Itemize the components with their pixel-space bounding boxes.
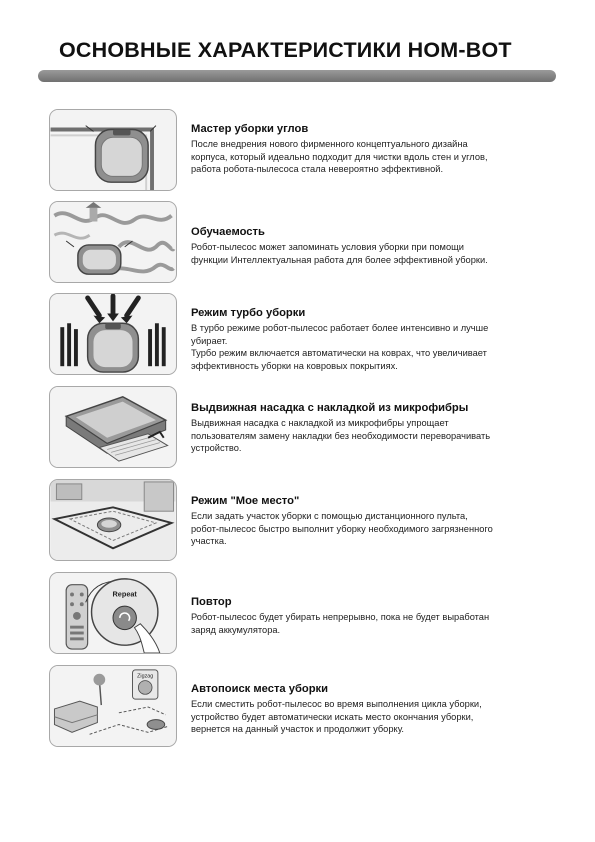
feature-repeat xyxy=(49,572,559,654)
feature-description: В турбо режиме робот-пылесос работает более интенсивно и лучше убирает. Турбо режим включается автоматически на коврах, что увеличивает эффективность уборки на ковровых покрытиях. xyxy=(191,323,489,371)
feature-title: Обучаемость xyxy=(191,226,265,238)
auto-resume-illustration xyxy=(49,665,177,747)
feature-learning xyxy=(49,201,559,283)
feature-description: Если задать участок уборки с помощью дистанционного пульта, робот-пылесос быстро выполнит уборку необходимого загрязненного участка. xyxy=(191,511,493,547)
feature-turbo xyxy=(49,293,559,375)
feature-description: Если сместить робот-пылесос во время выполнения цикла уборки, устройство будет автоматически искать место окончания уборки, вернется на данный участок и продолжит уборку. xyxy=(191,699,482,735)
page-title: ОСНОВНЫЕ ХАРАКТЕРИСТИКИ HOM-BOT xyxy=(59,38,512,62)
feature-title: Автопоиск места уборки xyxy=(191,683,329,695)
feature-description: Робот-пылесос может запоминать условия уборки при помощи функции Интеллектуальная работа для более эффективной уборки. xyxy=(191,242,488,265)
feature-description: После внедрения нового фирменного концептуального дизайна корпуса, который идеально подходит для чистки вдоль стен и углов, работа робота-пылесоса стала невероятно эффективной. xyxy=(191,139,488,175)
feature-title: Повтор xyxy=(191,596,232,608)
my-space-illustration xyxy=(49,479,177,561)
feature-title: Режим турбо уборки xyxy=(191,307,306,319)
microfiber-pad-illustration xyxy=(49,386,177,468)
title-divider-bar xyxy=(38,70,556,82)
feature-description: Выдвижная насадка с накладкой из микрофибры упрощает пользователям замену накладки без необходимости переворачивать устройство. xyxy=(191,418,491,454)
corner-cleaning-illustration xyxy=(49,109,177,191)
feature-my-space xyxy=(49,479,559,561)
zigzag-label: Zigzag xyxy=(137,673,154,680)
feature-title: Выдвижная насадка с накладкой из микрофибры xyxy=(191,402,469,414)
feature-title: Мастер уборки углов xyxy=(191,123,309,135)
feature-microfiber xyxy=(49,386,559,468)
learning-path-illustration xyxy=(49,201,177,283)
feature-description: Робот-пылесос будет убирать непрерывно, пока не будет выработан заряд аккумулятора. xyxy=(191,612,490,635)
repeat-remote-illustration xyxy=(49,572,177,654)
feature-title: Режим "Мое место" xyxy=(191,495,300,507)
feature-auto-resume xyxy=(49,665,559,747)
repeat-button-label: Repeat xyxy=(112,589,137,599)
turbo-mode-illustration xyxy=(49,293,177,375)
feature-corner-cleaning xyxy=(49,109,559,191)
